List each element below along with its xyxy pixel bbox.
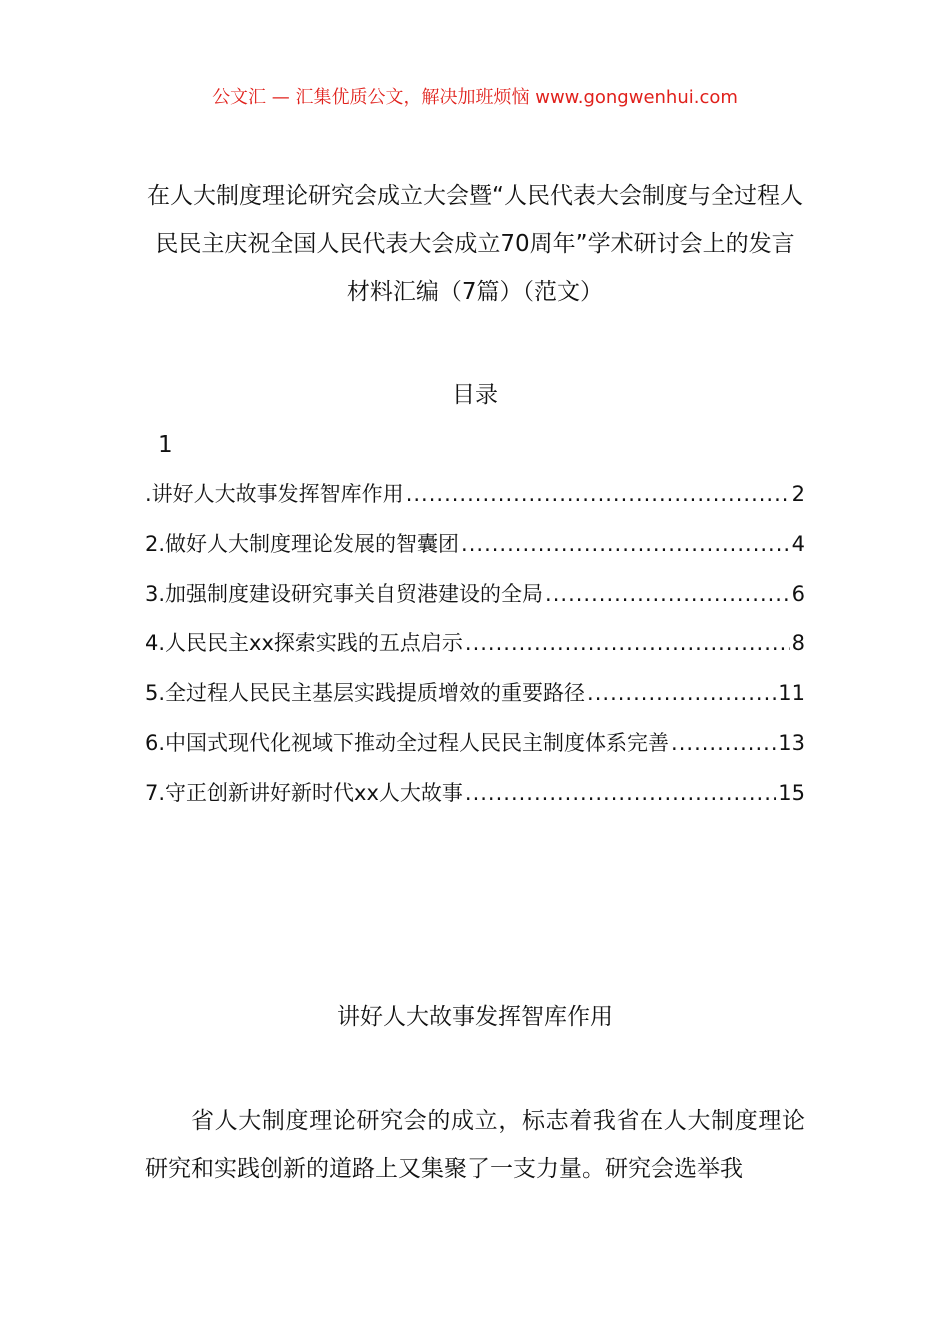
toc-entry-page: 8 [791,631,805,656]
toc-heading: 目录 [452,382,498,408]
toc-number: 1 [158,432,173,458]
site-header-banner: 公文汇 — 汇集优质公文，解决加班烦恼 www.gongwenhui.com [212,87,738,108]
toc-entry-page: 4 [791,531,805,556]
toc-entry-label: 7.守正创新讲好新时代xx人大故事 [145,780,463,805]
toc-entry-label: 3.加强制度建设研究事关自贸港建设的全局 [145,581,544,606]
toc-entry-label: 4.人民民主xx探索实践的五点启示 [145,631,463,656]
table-of-contents [145,477,805,826]
body-paragraph: 省人大制度理论研究会的成立，标志着我省在人大制度理论研究和实践创新的道路上又集聚了一支力量。研究会选举我 [145,1108,805,1182]
toc-leader-dots [465,626,790,660]
toc-entry-5[interactable] [145,676,805,726]
toc-entry-page: 15 [778,780,805,805]
toc-leader-dots [671,726,776,760]
toc-entry-4[interactable] [145,626,805,676]
toc-entry-label: 6.中国式现代化视域下推动全过程人民民主制度体系完善 [145,730,670,755]
toc-entry-page: 6 [791,581,805,606]
toc-entry-3[interactable] [145,577,805,627]
toc-leader-dots [461,527,790,561]
toc-leader-dots [587,676,776,710]
toc-leader-dots [465,776,776,810]
toc-entry-page: 13 [778,730,805,755]
toc-entry-page: 11 [778,681,805,706]
toc-entry-label: .讲好人大故事发挥智库作用 [145,482,404,506]
toc-leader-dots [545,577,790,611]
toc-leader-dots [406,477,790,511]
document-title: 在人大制度理论研究会成立大会暨“人民代表大会制度与全过程人民民主庆祝全国人民代表大会成立70周年”学术研讨会上的发言材料汇编（7篇）（范文） [147,183,803,305]
toc-entry-label: 2.做好人大制度理论发展的智囊团 [145,531,460,556]
toc-entry-1[interactable] [145,477,805,527]
toc-entry-7[interactable] [145,776,805,826]
section-heading: 讲好人大故事发挥智库作用 [337,1004,613,1030]
toc-entry-page: 2 [791,482,805,506]
toc-entry-2[interactable] [145,527,805,577]
toc-entry-label: 5.全过程人民民主基层实践提质增效的重要路径 [145,681,586,706]
toc-entry-6[interactable] [145,726,805,776]
